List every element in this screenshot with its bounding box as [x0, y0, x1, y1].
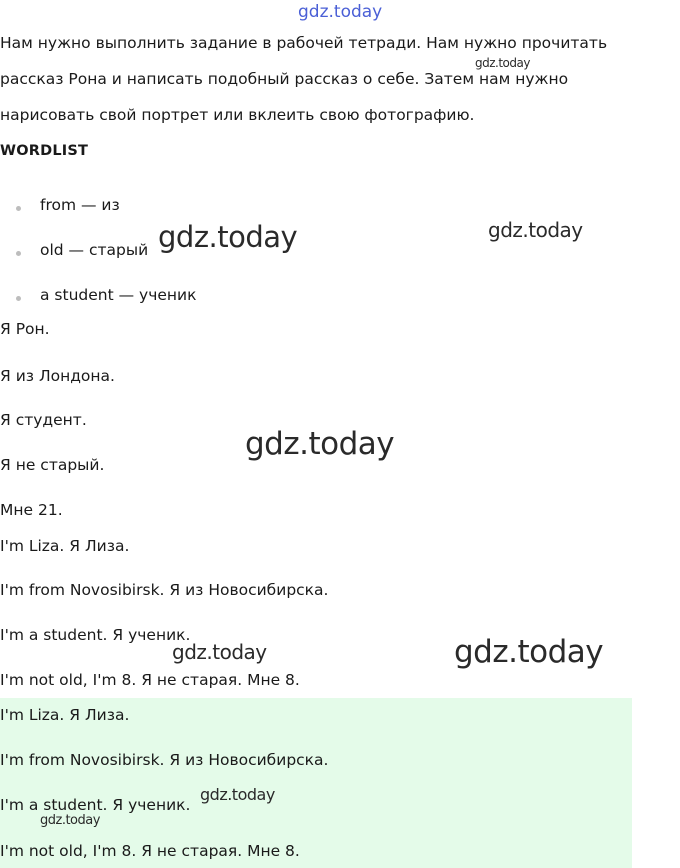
wordlist-heading: WORDLIST	[0, 143, 89, 159]
watermark: gdz.today	[40, 813, 100, 828]
intro-line-1: Нам нужно выполнить задание в рабочей тетради. Нам нужно прочитать	[0, 34, 608, 52]
watermark: gdz.today	[488, 218, 583, 242]
wordlist-item: old — старый	[40, 241, 149, 259]
story-line: I'm a student. Я ученик.	[0, 626, 191, 644]
site-logo[interactable]: gdz.today	[298, 2, 383, 22]
story-line: Я не старый.	[0, 456, 105, 474]
answer-line: I'm not old, I'm 8. Я не старая. Мне 8.	[0, 842, 300, 860]
story-line: Я студент.	[0, 411, 87, 429]
wordlist-item: a student — ученик	[40, 286, 197, 304]
story-line: I'm not old, I'm 8. Я не старая. Мне 8.	[0, 671, 300, 689]
watermark: gdz.today	[245, 426, 395, 462]
answer-line: I'm a student. Я ученик.	[0, 796, 191, 814]
story-line: I'm Liza. Я Лиза.	[0, 537, 130, 555]
watermark: gdz.today	[158, 220, 298, 254]
bullet-icon	[16, 206, 21, 211]
watermark: gdz.today	[454, 634, 604, 670]
story-line: Я из Лондона.	[0, 367, 115, 385]
story-line: Я Рон.	[0, 320, 50, 338]
intro-line-2: рассказ Рона и написать подобный рассказ о себе. Затем нам нужно	[0, 70, 569, 88]
watermark: gdz.today	[200, 785, 275, 804]
wordlist-item: from — из	[40, 196, 120, 214]
answer-line: I'm from Novosibirsk. Я из Новосибирска.	[0, 751, 329, 769]
story-line: I'm from Novosibirsk. Я из Новосибирска.	[0, 581, 329, 599]
watermark: gdz.today	[172, 640, 267, 664]
answer-line: I'm Liza. Я Лиза.	[0, 706, 130, 724]
story-line: Мне 21.	[0, 501, 63, 519]
intro-line-3: нарисовать свой портрет или вклеить свою фотографию.	[0, 106, 475, 124]
watermark: gdz.today	[475, 56, 530, 70]
bullet-icon	[16, 251, 21, 256]
bullet-icon	[16, 296, 21, 301]
